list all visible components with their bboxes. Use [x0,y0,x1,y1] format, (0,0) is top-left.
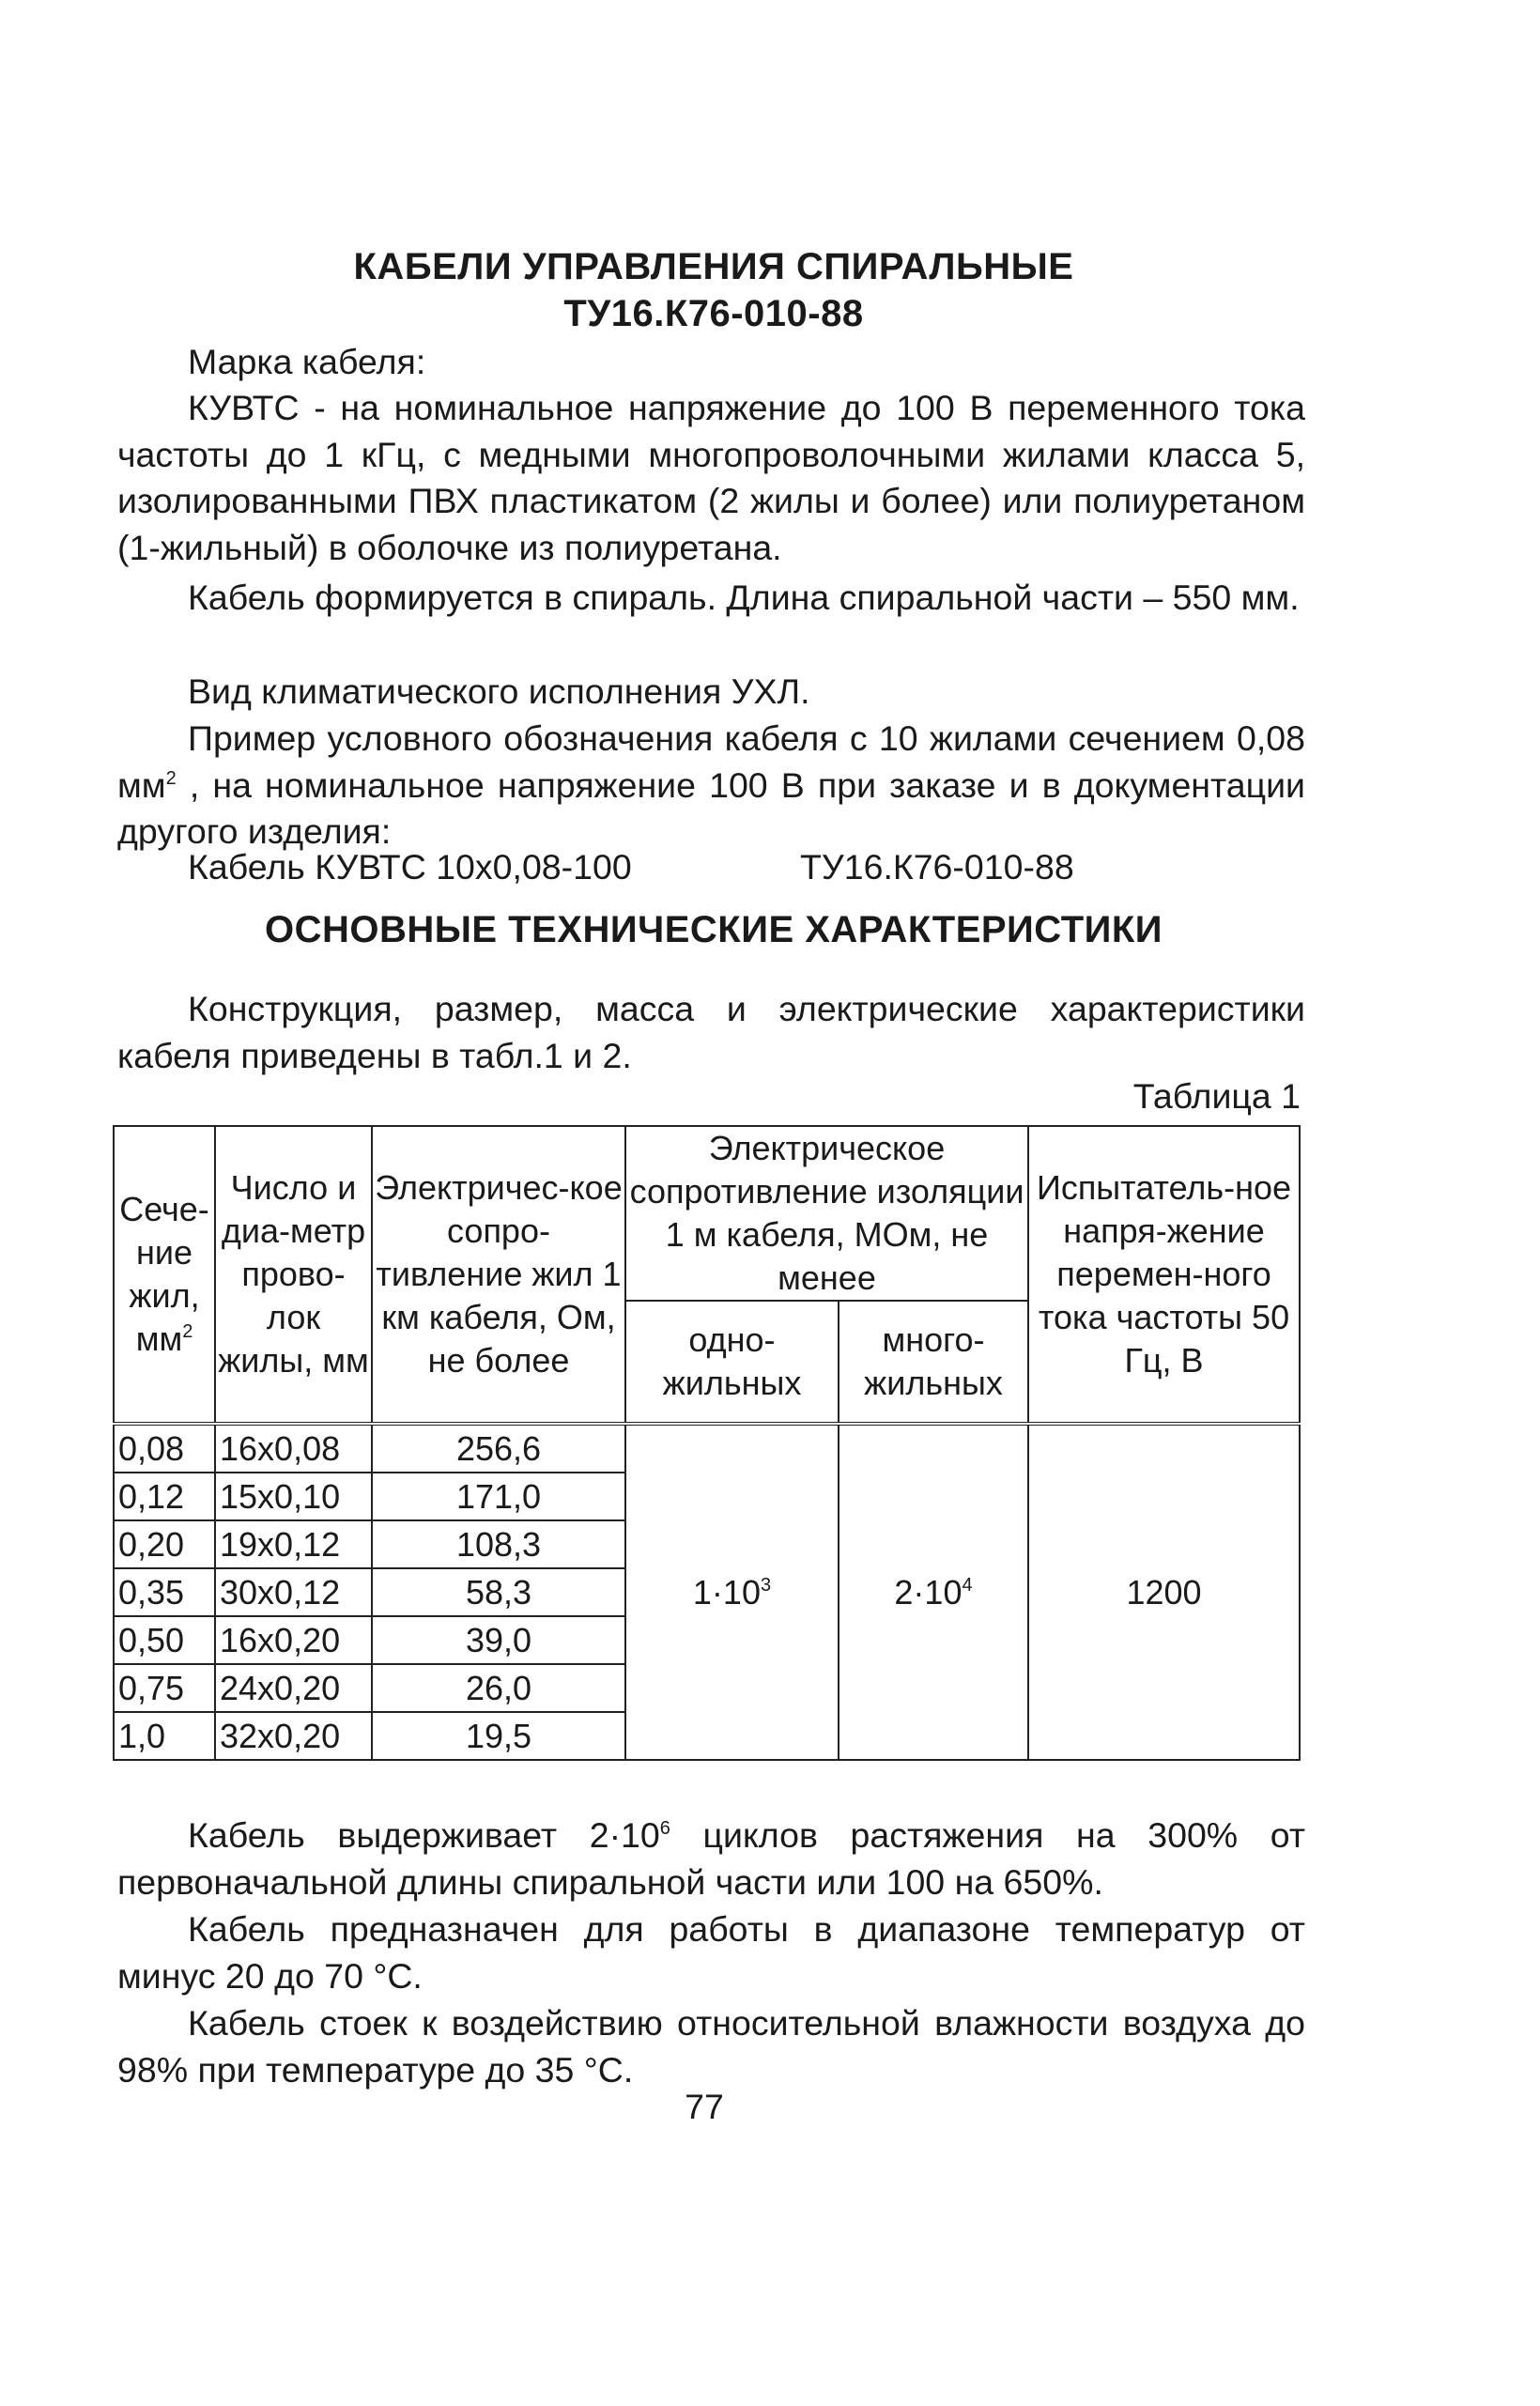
col-header-multi: много-жильных [839,1301,1028,1424]
col-header-single: одно-жильных [625,1301,839,1424]
cell-section: 0,35 [114,1568,215,1616]
cell-single-insulation: $1\cdot 10^3$ [625,1424,839,1760]
doc-spec-code: ТУ16.К76-010-88 [563,293,864,334]
construction-text: Конструкция, размер, масса и электрические характеристики кабеля приведены в табл.1 и 2. [117,989,1305,1075]
cell-wires: 30х0,12 [215,1568,372,1616]
cell-section: 0,50 [114,1616,215,1664]
cell-section: 0,12 [114,1473,215,1520]
climate-text: Вид климатического исполнения УХЛ. [188,671,810,711]
cell-resistance: 256,6 [372,1424,625,1473]
cell-wires: 24х0,20 [215,1664,372,1712]
cell-resistance: 58,3 [372,1568,625,1616]
cell-wires: 32х0,20 [215,1712,372,1760]
temperature-text: Кабель предназначен для работы в диапазоне температур от минус 20 до 70 °С. [117,1909,1305,1996]
example-text: Пример условного обозначения кабеля с 10 жилами сечением 0,08 $мм^2$ , на номинальное напряжение 100 В при заказе и в документации другого изделия: [117,718,1305,851]
doc-title: КАБЕЛИ УПРАВЛЕНИЯ СПИРАЛЬНЫЕ [353,246,1074,287]
humidity-text: Кабель стоек к воздействию относительной влажности воздуха до 98% при температуре до 35 °С. [117,2003,1305,2090]
spiral-description: Кабель формируется в спираль. Длина спиральной части – 550 мм. [188,578,1300,617]
table-caption: Таблица 1 [1132,1076,1301,1116]
cell-resistance: 108,3 [372,1520,625,1568]
cell-resistance: 39,0 [372,1616,625,1664]
cycles-text: Кабель выдерживает $2\cdot 10^6$ циклов растяжения на 300% от первоначальной длины спиральной части или 100 на 650%. [117,1815,1305,1902]
cell-wires: 19х0,12 [215,1520,372,1568]
example-spec: ТУ16.К76-010-88 [800,847,1074,887]
cell-wires: 16х0,08 [215,1424,372,1473]
spec-table [113,1125,1301,1761]
cell-multi-insulation: $2\cdot 10^4$ [839,1424,1028,1760]
col-header-test-voltage: Испытатель-ное напря-жение перемен-ного тока частоты 50 Гц, В [1028,1126,1300,1424]
table-row [114,1424,1300,1473]
cell-section: 0,20 [114,1520,215,1568]
brand-label: Марка кабеля: [188,342,426,381]
cell-resistance: 26,0 [372,1664,625,1712]
col-header-section: Сече-ние жил, $мм^2$ [114,1126,215,1424]
page-number: 77 [685,2087,724,2126]
cell-wires: 15х0,10 [215,1473,372,1520]
cell-test-voltage: 1200 [1028,1424,1300,1760]
col-header-insulation: Электрическое сопротивление изоляции 1 м кабеля, МОм, не менее [625,1126,1028,1301]
cell-section: 0,08 [114,1424,215,1473]
cell-resistance: 171,0 [372,1473,625,1520]
col-header-resistance: Электричес-кое сопро-тивление жил 1 км кабеля, Ом, не более [372,1126,625,1424]
col-header-wires: Число и диа-метр прово-лок жилы, мм [215,1126,372,1424]
cell-section: 0,75 [114,1664,215,1712]
cell-wires: 16х0,20 [215,1616,372,1664]
example-code: Кабель КУВТС 10х0,08-100 [188,847,632,887]
section-title: ОСНОВНЫЕ ТЕХНИЧЕСКИЕ ХАРАКТЕРИСТИКИ [264,909,1163,950]
cell-section: 1,0 [114,1712,215,1760]
cell-resistance: 19,5 [372,1712,625,1760]
kuvts-description: КУВТС - на номинальное напряжение до 100 В переменного тока частоты до 1 кГц, с медными многопроволочными жилами класса 5, изолированными ПВХ пластикатом (2 жилы и более) или полиуретаном (1-жильный) в оболочке из полиуретана. [117,388,1305,567]
